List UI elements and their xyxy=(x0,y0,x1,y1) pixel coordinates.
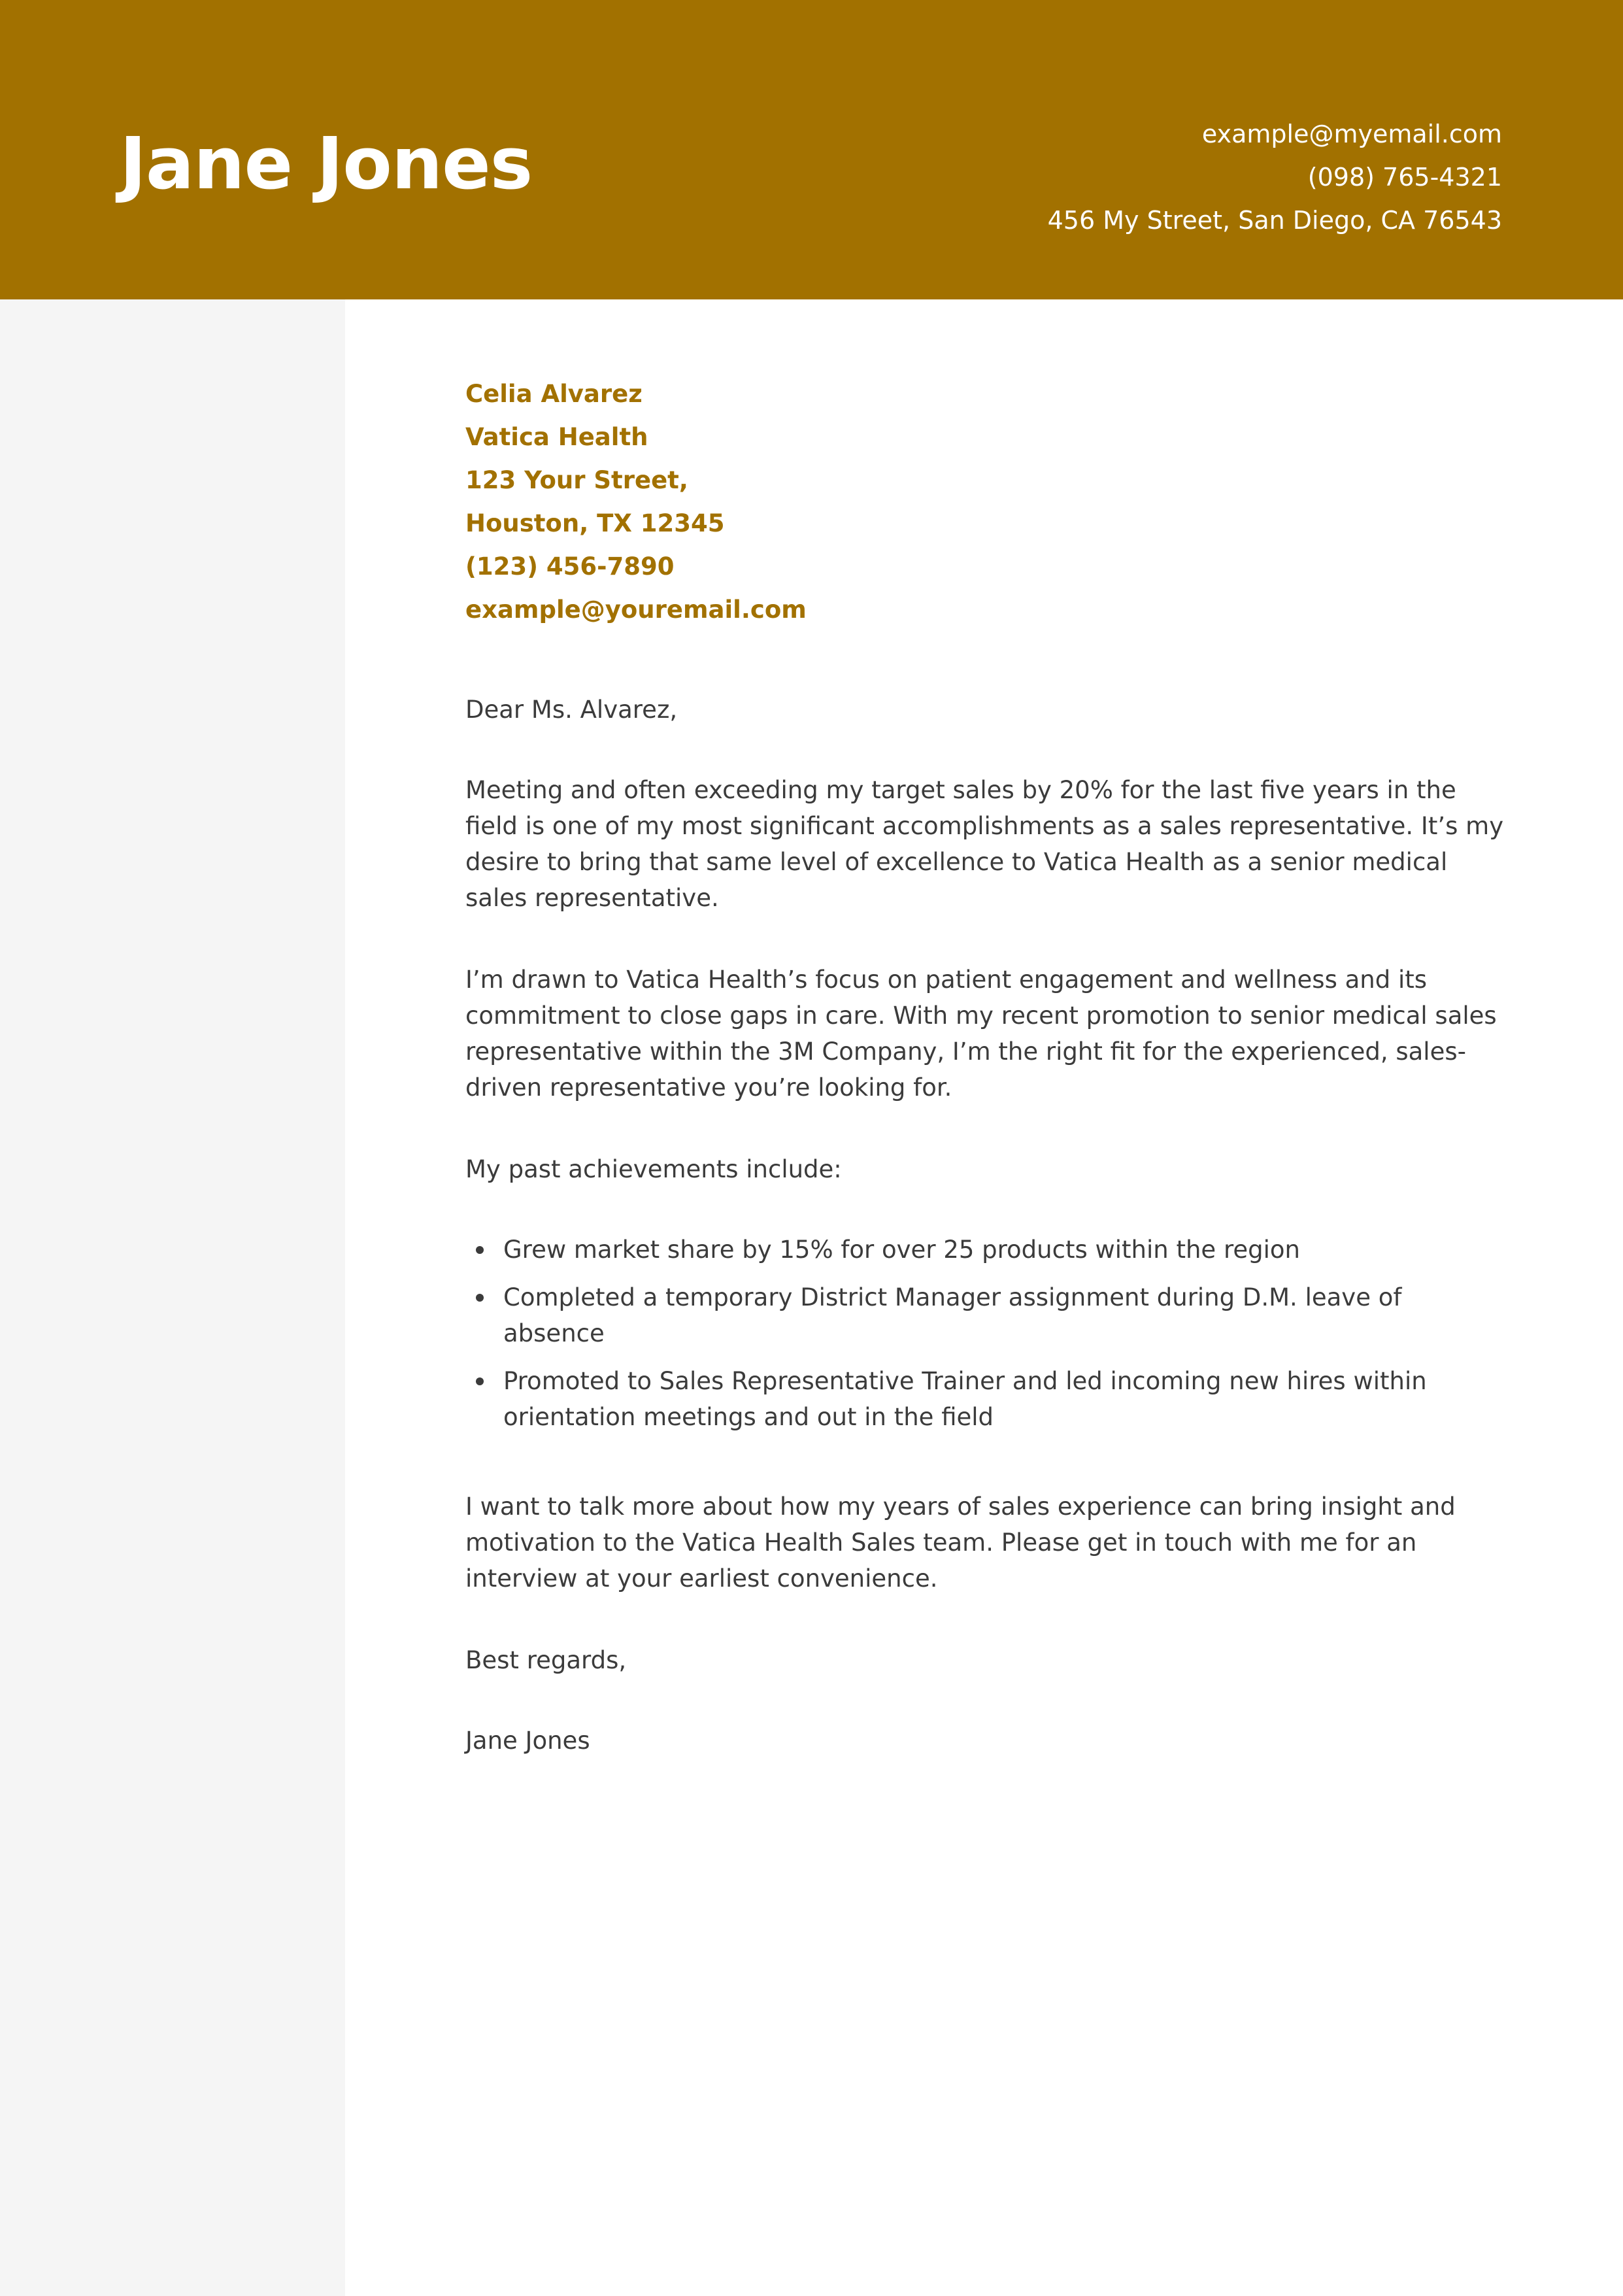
bullet-icon xyxy=(476,1377,484,1385)
recipient-email: example@youremail.com xyxy=(465,596,807,624)
letter-body xyxy=(465,692,1508,1759)
paragraph-3: I want to talk more about how my years of sales experience can bring insight and motivation to the Vatica Health Sales team. Please get in touch with me for an interview at your earliest convenience. xyxy=(465,1493,1456,1593)
bullet-icon xyxy=(476,1246,484,1254)
recipient-company: Vatica Health xyxy=(465,423,648,451)
bullet-icon xyxy=(476,1294,484,1302)
achievement-text: Completed a temporary District Manager assignment during D.M. leave of absence xyxy=(503,1283,1402,1347)
recipient-block xyxy=(465,373,1508,632)
achievements-intro: My past achievements include: xyxy=(465,1155,842,1183)
sender-email: example@myemail.com xyxy=(1201,120,1502,148)
header-banner xyxy=(0,0,1623,299)
sender-name: Jane Jones xyxy=(120,122,533,205)
sender-address: 456 My Street, San Diego, CA 76543 xyxy=(1047,206,1502,235)
recipient-phone: (123) 456-7890 xyxy=(465,552,675,581)
closing: Best regards, xyxy=(465,1646,627,1674)
sender-phone: (098) 765-4321 xyxy=(1307,163,1502,192)
sender-contact xyxy=(1048,112,1502,242)
achievement-text: Promoted to Sales Representative Trainer and led incoming new hires within orientation meetings and out in the field xyxy=(503,1367,1427,1431)
paragraph-2: I’m drawn to Vatica Health’s focus on patient engagement and wellness and its commitment to close gaps in care. With my recent promotion to senior medical sales representative within the 3M Company, I’m the right fit for the experienced, sales-driven representative you’re looking for. xyxy=(465,966,1497,1102)
list-item xyxy=(465,1363,1508,1435)
salutation: Dear Ms. Alvarez, xyxy=(465,696,678,724)
list-item xyxy=(465,1279,1508,1351)
recipient-city: Houston, TX 12345 xyxy=(465,509,725,537)
list-item xyxy=(465,1232,1508,1268)
signature: Jane Jones xyxy=(465,1727,590,1755)
left-sidebar xyxy=(0,299,345,2296)
achievement-text: Grew market share by 15% for over 25 products within the region xyxy=(503,1236,1300,1264)
letter-content xyxy=(465,373,1508,1804)
paragraph-1: Meeting and often exceeding my target sales by 20% for the last five years in the field is one of my most significant accomplishments as a sales representative. It’s my desire to bring that same level of excellence to Vatica Health as a senior medical sales representative. xyxy=(465,776,1504,912)
achievements-list xyxy=(465,1232,1508,1435)
recipient-name: Celia Alvarez xyxy=(465,380,643,408)
recipient-street: 123 Your Street, xyxy=(465,466,688,494)
